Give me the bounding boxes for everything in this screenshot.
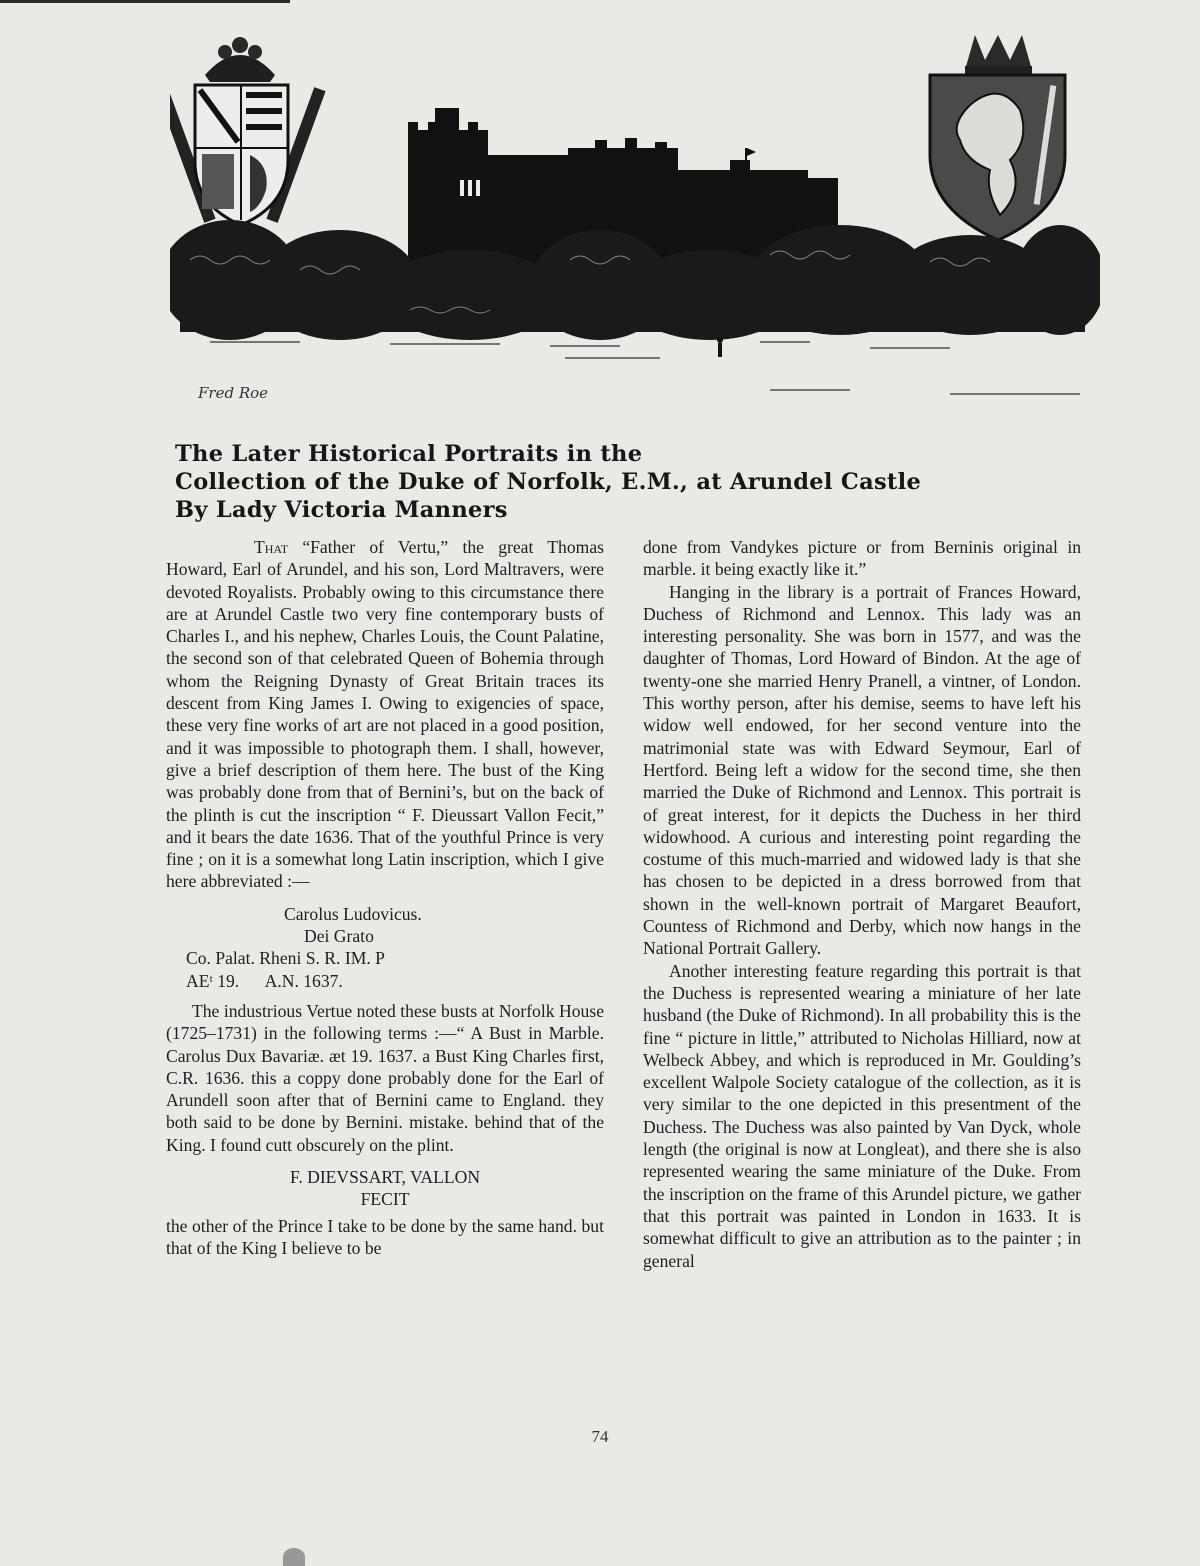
inscription-line: Carolus Ludovicus. — [284, 903, 422, 924]
paragraph-text: “Father of Vertu,” the great Thomas Howard, Earl of Arundel, and his son, Lord Maltravers, were devoted Royalists. Probably owing to this circumstance there are at Arundel Castle two very fine contemporary busts of Charles I., and his nephew, Charles Louis, the Count Palatine, the second son of that celebrated Queen of Bohemia through whom the Reigning Dynasty of Great Britain traces its descent from King James I. Owing to exigencies of space, these very fine works of art are not placed in a good position, and it was impossible to photograph them. I shall, however, give a brief description of them here. The bust of the King was probably done from that of Bernini’s, but on the back of the plinth is cut the inscription “ F. Dieussart Vallon Fecit,” and it bears the date 1636. That of the youthful Prince is very fine ; on it is a somewhat long Latin inscription, which I give here abbreviated :— — [166, 537, 604, 892]
latin-inscription — [166, 903, 604, 992]
inscription-line: FECIT — [360, 1189, 410, 1210]
trees-icon — [170, 220, 1100, 340]
right-coat-of-arms-icon — [930, 35, 1065, 240]
walking-figure-icon — [717, 337, 723, 357]
page-number: 74 — [591, 1427, 609, 1446]
inscription-line: AEᵗ 19. A.N. 1637. — [186, 970, 343, 991]
left-column — [166, 536, 604, 1259]
opening-word: That — [254, 537, 289, 557]
scan-smudge — [283, 1548, 305, 1566]
left-coat-of-arms-icon — [170, 37, 326, 225]
inscription-line: F. DIEVSSART, VALLON — [289, 1167, 481, 1188]
paragraph: Hanging in the library is a portrait of Frances Howard, Duchess of Richmond and Lennox. This lady was an interesting personality. She was born in 1577, and was the daughter of Thomas, Lord Howard of Bindon. At the age of twenty-one she married Henry Pranell, a vintner, of London. This worthy person, after his demise, seems to have left his widow well endowed, for her second venture into the matrimonial state was with Edward Seymour, Earl of Hertford. Being left a widow for the second time, she then married the Duke of Richmond and Lennox. This portrait is of great interest, for it depicts the Duchess in her third widowhood. A curious and interesting point regarding the costume of this much-married and widowed lady is that she has chosen to be depicted in a dress borrowed from that shown in the well-known portrait of Margaret Beaufort, Countess of Richmond and Derby, which now hangs in the National Portrait Gallery. — [643, 581, 1081, 959]
right-column — [643, 536, 1081, 1272]
article-title — [175, 440, 1075, 524]
paragraph: Another interesting feature regarding this portrait is that the Duchess is represented wearing a miniature of her late husband (the Duke of Richmond). In all probability this is the fine “ picture in little,” attributed to Nicholas Hilliard, now at Welbeck Abbey, and which is reproduced in Mr. Goulding’s excellent Walpole Society catalogue of the collection, as it is very similar to the one depicted in this presentment of the Duchess. The Duchess was also painted by Van Dyck, whole length (the original is now at Longleat), and there she is also represented wearing the same miniature of the Duke. From the inscription on the frame of this Arundel picture, we gather that this portrait was painted in London in 1633. It is somewhat difficult to give an attribution as to the painter ; in general — [643, 960, 1081, 1271]
title-line-2: Collection of the Duke of Norfolk, E.M., at Arundel Castle — [175, 469, 922, 495]
title-author-line: By Lady Victoria Manners — [175, 497, 508, 523]
inscription-line: Co. Palat. Rheni S. R. IM. P — [186, 948, 385, 969]
paragraph — [166, 536, 604, 893]
paragraph: the other of the Prince I take to be done by the same hand. but that of the King I believe to be — [166, 1215, 604, 1258]
illustrator-signature: Fred Roe — [198, 384, 269, 402]
arundel-castle-illustration — [170, 30, 1100, 430]
ground-strokes — [210, 342, 1080, 394]
castle-windows — [460, 180, 480, 196]
inscription-line: Dei Grato — [304, 926, 374, 947]
paragraph: done from Vandykes picture or from Berninis original in marble. it being exactly like it.” — [643, 537, 1081, 580]
top-rule — [0, 0, 290, 3]
paragraph: The industrious Vertue noted these busts at Norfolk House (1725–1731) in the following terms :—“ A Bust in Marble. Carolus Dux Bavariæ. æt 19. 1637. a Bust King Charles first, C.R. 1636. this a coppy done probably done for the Earl of Arundell soon after that of Bernini came to England. they both said to be done by Bernini. mistake. behind that of the King. I found cutt obscurely on the plint. — [166, 1000, 604, 1155]
title-line-1: The Later Historical Portraits in the — [175, 441, 643, 467]
plinth-inscription — [166, 1166, 604, 1211]
